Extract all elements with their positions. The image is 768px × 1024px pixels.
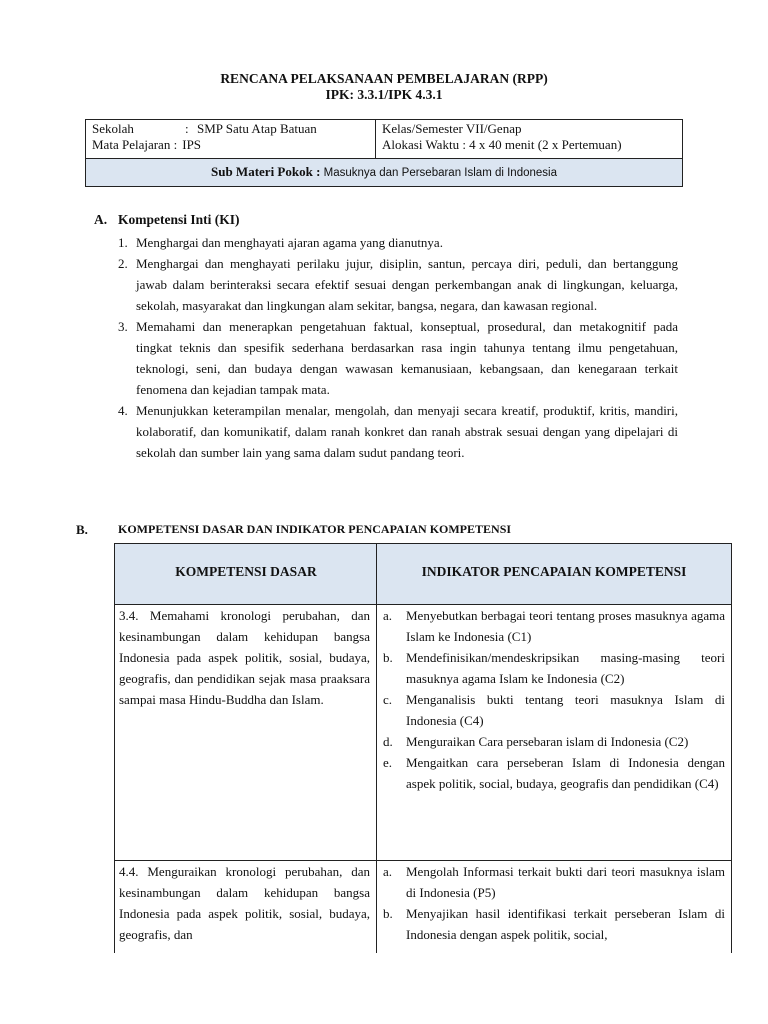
ki-text: Menunjukkan keterampilan menalar, mengolah, dan menyaji secara kreatif, produktif, kritis, mandiri, kolaboratif, dan komunikatif, dalam ranah konkret dan ranah abstrak sesuai dengan yang dipelajari di sekolah dan sumber lain yang sama dalam sudut pandang teori. bbox=[136, 403, 678, 460]
header-indikator: INDIKATOR PENCAPAIAN KOMPETENSI bbox=[421, 564, 687, 579]
ipk-item bbox=[383, 731, 725, 752]
sekolah-row bbox=[92, 121, 317, 137]
ipk-text: Mengolah Informasi terkait bukti dari teori masuknya islam di Indonesia (P5) bbox=[406, 864, 725, 900]
ki-item bbox=[118, 232, 678, 253]
ipk-item bbox=[383, 752, 725, 794]
ki-number: 2. bbox=[118, 256, 128, 271]
section-b-title: KOMPETENSI DASAR DAN INDIKATOR PENCAPAIAN KOMPETENSI bbox=[118, 522, 512, 536]
info-table bbox=[85, 119, 683, 187]
ipk-letter: e. bbox=[383, 755, 393, 770]
section-a-heading bbox=[94, 212, 240, 228]
ki-number: 1. bbox=[118, 235, 128, 250]
ipk-letter: b. bbox=[383, 650, 393, 665]
header-kompetensi-dasar: KOMPETENSI DASAR bbox=[175, 564, 317, 579]
ki-number: 4. bbox=[118, 403, 128, 418]
sub-materi-label: Sub Materi Pokok : bbox=[210, 164, 321, 179]
ipk-item bbox=[383, 689, 725, 731]
sekolah-value: SMP Satu Atap Batuan bbox=[197, 121, 317, 136]
info-right-cell bbox=[376, 120, 682, 158]
info-left-cell bbox=[86, 120, 376, 158]
column-divider bbox=[376, 543, 377, 953]
ipk-letter: c. bbox=[383, 692, 393, 707]
table-row bbox=[114, 605, 732, 861]
ipk-letter: a. bbox=[383, 864, 393, 879]
ipk-item bbox=[383, 605, 725, 647]
doc-subtitle: IPK: 3.3.1/IPK 4.3.1 bbox=[325, 87, 443, 102]
doc-title: RENCANA PELAKSANAAN PEMBELAJARAN (RPP) bbox=[220, 71, 548, 86]
ki-item bbox=[118, 400, 678, 463]
ipk-text: Mengaitkan cara perseberan Islam di Indonesia dengan aspek politik, social, budaya, geografis dan pendidikan (C4) bbox=[406, 755, 725, 791]
ipk-text: Menyajikan hasil identifikasi terkait perseberan Islam di Indonesia dengan aspek politik, social, bbox=[406, 906, 725, 942]
kelas-semester: Kelas/Semester VII/Genap bbox=[382, 121, 522, 136]
sub-materi-value: Masuknya dan Persebaran Islam di Indonesia bbox=[323, 167, 557, 179]
sekolah-colon: : bbox=[185, 121, 189, 136]
ipk-letter: a. bbox=[383, 608, 393, 623]
ki-text: Menghargai dan menghayati ajaran agama yang dianutnya. bbox=[136, 235, 443, 250]
kd-cell: 4.4. Menguraikan kronologi perubahan, dan kesinambungan dalam kehidupan bangsa Indonesia pada aspek politik, sosial, budaya, geografis, dan bbox=[119, 864, 370, 942]
ipk-text: Menguraikan Cara persebaran islam di Indonesia (C2) bbox=[406, 734, 689, 749]
section-a-title: Kompetensi Inti (KI) bbox=[118, 212, 240, 227]
ipk-cell bbox=[383, 605, 725, 794]
ipk-item bbox=[383, 861, 725, 903]
mapel-value: IPS bbox=[182, 137, 202, 152]
ki-item bbox=[118, 316, 678, 400]
section-b-letter: B. bbox=[76, 522, 88, 537]
section-a-letter: A. bbox=[94, 212, 108, 227]
ki-number: 3. bbox=[118, 319, 128, 334]
kd-cell: 3.4. Memahami kronologi perubahan, dan kesinambungan dalam kehidupan bangsa Indonesia pada aspek politik, sosial, budaya, geografis, dan pendidikan sejak masa praaksara sampai masa Hindu-Buddha dan Islam. bbox=[119, 608, 370, 707]
sekolah-label: Sekolah bbox=[92, 121, 134, 136]
ipk-text: Menganalisis bukti tentang teori masuknya Islam di Indonesia (C4) bbox=[406, 692, 725, 728]
ki-text: Menghargai dan menghayati perilaku jujur, disiplin, santun, percaya diri, peduli, dan bertanggung jawab dalam berinteraksi secara efektif sesuai dengan perkembangan anak di lingkungan, keluarga, sekolah, masyarakat dan lingkungan alam sekitar, bangsa, negara, dan kawasan regional. bbox=[136, 256, 678, 313]
ipk-letter: b. bbox=[383, 906, 393, 921]
mapel-row bbox=[92, 137, 201, 153]
ipk-item bbox=[383, 903, 725, 945]
ipk-text: Menyebutkan berbagai teori tentang proses masuknya agama Islam ke Indonesia (C1) bbox=[406, 608, 725, 644]
alokasi-waktu: Alokasi Waktu : 4 x 40 menit (2 x Pertemuan) bbox=[382, 137, 622, 152]
table-row bbox=[114, 861, 732, 953]
sub-materi-row bbox=[86, 158, 682, 186]
ipk-text: Mendefinisikan/mendeskripsikan masing-masing teori masuknya agama Islam ke Indonesia (C2) bbox=[406, 650, 725, 686]
ipk-item bbox=[383, 647, 725, 689]
table-header-row bbox=[114, 543, 732, 605]
ki-item bbox=[118, 253, 678, 316]
ki-list bbox=[118, 232, 678, 463]
ipk-letter: d. bbox=[383, 734, 393, 749]
ipk-cell bbox=[383, 861, 725, 945]
ki-text: Memahami dan menerapkan pengetahuan faktual, konseptual, prosedural, dan metakognitif pada tingkat teknis dan spesifik sederhana berdasarkan rasa ingin tahunya tentang ilmu pengetahuan, teknologi, seni, dan budaya dengan wawasan kemanusiaan, kebangsaan, dan kenegaraan terkait fenomena dan kejadian tampak mata. bbox=[136, 319, 678, 397]
mapel-label: Mata Pelajaran : bbox=[92, 137, 178, 152]
